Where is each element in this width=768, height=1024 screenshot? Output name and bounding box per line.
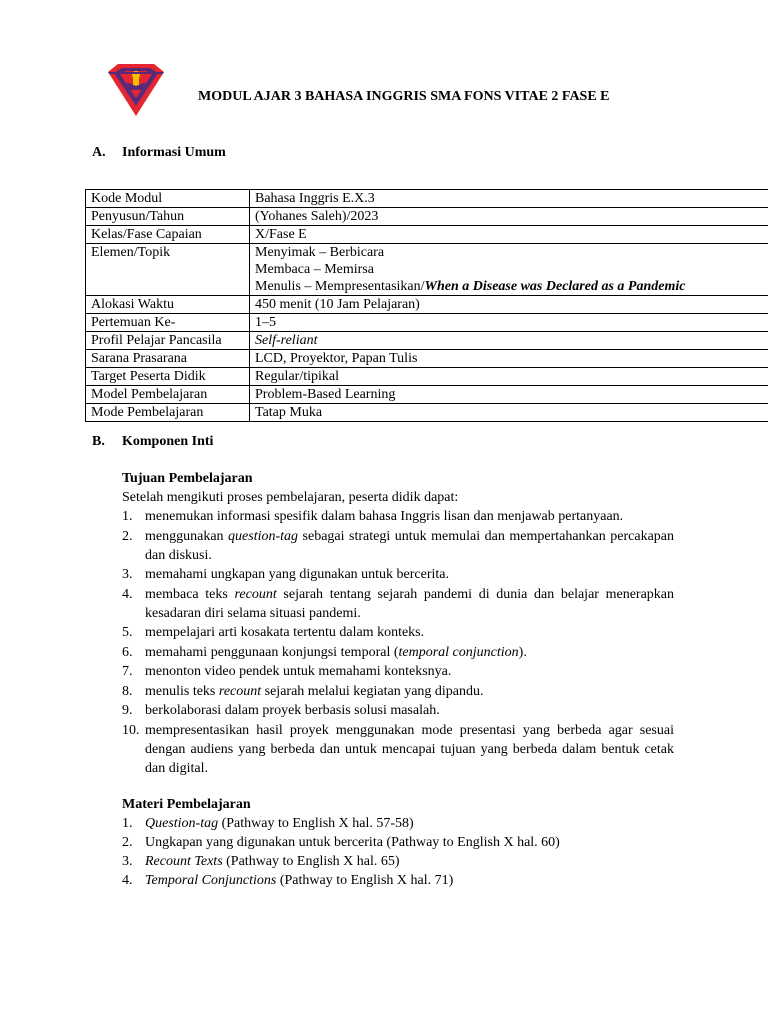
list-text: sebagai strategi untuk memulai dan mempertahankan percakapan dan diskusi. xyxy=(145,528,674,563)
list-text: (Pathway to English X hal. 57-58) xyxy=(218,816,414,831)
info-value xyxy=(250,244,768,296)
info-key: Model Pembelajaran xyxy=(86,386,250,404)
list-term: Recount Texts xyxy=(145,854,223,869)
school-crest-icon xyxy=(104,62,168,118)
topic-line-prefix: Menulis – Mempresentasikan/ xyxy=(255,279,425,294)
info-value xyxy=(250,208,768,226)
info-table xyxy=(85,189,768,422)
list-number: 3. xyxy=(122,854,133,869)
info-key: Penyusun/Tahun xyxy=(86,208,250,226)
list-text: sejarah tentang sejarah pandemi di dunia dan belajar menerapkan kesadaran diri selama situasi pandemi. xyxy=(145,586,674,621)
info-value xyxy=(250,226,768,244)
list-text: sejarah melalui kegiatan yang dipandu. xyxy=(261,683,484,699)
info-value-text: Bahasa Inggris E.X.3 xyxy=(255,191,375,206)
list-term: Temporal Conjunctions xyxy=(145,873,277,888)
info-table-row xyxy=(86,386,768,404)
list-term: temporal conjunction xyxy=(398,644,519,660)
section-a-heading xyxy=(92,143,226,162)
list-number: 9. xyxy=(122,703,133,718)
info-value xyxy=(250,368,768,386)
section-a-title: Informasi Umum xyxy=(122,145,226,160)
list-item xyxy=(122,833,674,852)
list-term: Question-tag xyxy=(145,816,219,831)
info-table-row xyxy=(86,208,768,226)
list-text: (Pathway to English X hal. 65) xyxy=(222,854,400,869)
info-table-row xyxy=(86,296,768,314)
info-table-row xyxy=(86,332,768,350)
list-item xyxy=(122,565,674,584)
info-key: Elemen/Topik xyxy=(86,244,250,296)
list-text: menemukan informasi spesifik dalam bahasa Inggris lisan dan menjawab pertanyaan. xyxy=(145,509,624,524)
info-value-text: Regular/tipikal xyxy=(255,369,339,384)
info-value xyxy=(250,350,768,368)
info-value-text: LCD, Proyektor, Papan Tulis xyxy=(255,351,418,366)
list-item xyxy=(122,814,674,833)
list-text: Ungkapan yang digunakan untuk bercerita (Pathway to English X hal. 60) xyxy=(145,835,560,850)
document-title: MODUL AJAR 3 BAHASA INGGRIS SMA FONS VITAE 2 FASE E xyxy=(198,89,610,104)
info-value xyxy=(250,314,768,332)
list-number: 7. xyxy=(122,664,133,679)
topic-title-text: When a Disease was Declared as a Pandemic xyxy=(424,279,686,294)
info-value-text: 450 menit (10 Jam Pelajaran) xyxy=(255,297,420,312)
list-number: 4. xyxy=(122,873,133,888)
info-table-row xyxy=(86,244,768,296)
section-a-letter: A. xyxy=(92,145,106,160)
list-text: menggunakan xyxy=(145,528,229,544)
info-value-text: Tatap Muka xyxy=(255,405,323,420)
info-value-italic: Self-reliant xyxy=(255,333,318,348)
list-text: mempelajari arti kosakata tertentu dalam konteks. xyxy=(145,625,425,640)
info-value-text: X/Fase E xyxy=(255,227,307,242)
list-item xyxy=(122,527,674,565)
list-text: berkolaborasi dalam proyek berbasis solusi masalah. xyxy=(145,703,440,718)
info-key: Kode Modul xyxy=(86,190,250,208)
list-number: 6. xyxy=(122,644,133,660)
info-value xyxy=(250,296,768,314)
info-key: Pertemuan Ke- xyxy=(86,314,250,332)
section-b-heading xyxy=(92,432,213,451)
list-text: (Pathway to English X hal. 71) xyxy=(276,873,454,888)
info-value xyxy=(250,404,768,422)
list-item xyxy=(122,585,674,623)
info-key: Profil Pelajar Pancasila xyxy=(86,332,250,350)
section-b-letter: B. xyxy=(92,434,105,449)
info-key: Sarana Prasarana xyxy=(86,350,250,368)
list-number: 2. xyxy=(122,528,133,544)
list-item xyxy=(122,682,674,701)
info-key: Kelas/Fase Capaian xyxy=(86,226,250,244)
list-item xyxy=(122,643,674,662)
info-value xyxy=(250,332,768,350)
list-item xyxy=(122,721,674,778)
list-text: mempresentasikan hasil proyek menggunakan mode presentasi yang berbeda agar sesuai dengan audiens yang berbeda dan untuk mencapai tujuan yang berbeda dalam bentuk cetak dan digital. xyxy=(145,722,674,776)
materi-heading: Materi Pembelajaran xyxy=(122,797,251,812)
list-number: 2. xyxy=(122,835,133,850)
tujuan-list xyxy=(122,507,674,778)
topic-line: Membaca – Memirsa xyxy=(255,262,374,277)
list-text: memahami ungkapan yang digunakan untuk bercerita. xyxy=(145,567,450,582)
list-number: 10. xyxy=(122,722,140,738)
info-table-row xyxy=(86,368,768,386)
info-table-row xyxy=(86,226,768,244)
list-number: 1. xyxy=(122,816,133,831)
info-value-text: (Yohanes Saleh)/2023 xyxy=(255,209,379,224)
list-number: 3. xyxy=(122,567,133,582)
list-text: ). xyxy=(518,644,527,660)
list-item xyxy=(122,623,674,642)
tujuan-intro: Setelah mengikuti proses pembelajaran, peserta didik dapat: xyxy=(122,490,459,505)
info-value-text: Problem-Based Learning xyxy=(255,387,396,402)
list-number: 4. xyxy=(122,586,133,602)
section-b-title: Komponen Inti xyxy=(122,434,214,449)
info-table-row xyxy=(86,190,768,208)
list-item xyxy=(122,852,674,871)
info-table-row xyxy=(86,350,768,368)
list-text: menonton video pendek untuk memahami konteksnya. xyxy=(145,664,452,679)
materi-list xyxy=(122,814,674,890)
list-item xyxy=(122,507,674,526)
list-term: question-tag xyxy=(228,528,299,544)
topic-line: Menyimak – Berbicara xyxy=(255,245,385,260)
list-text: memahami penggunaan konjungsi temporal ( xyxy=(145,644,399,660)
info-value xyxy=(250,386,768,404)
list-text: membaca teks xyxy=(145,586,235,602)
list-term: recount xyxy=(234,586,277,602)
info-key: Alokasi Waktu xyxy=(86,296,250,314)
info-table-row xyxy=(86,314,768,332)
list-item xyxy=(122,662,674,681)
list-text: menulis teks xyxy=(145,683,219,699)
list-item xyxy=(122,871,674,890)
list-number: 5. xyxy=(122,625,133,640)
list-number: 1. xyxy=(122,509,133,524)
list-term: recount xyxy=(218,683,262,699)
list-item xyxy=(122,701,674,720)
topic-line xyxy=(255,278,765,295)
info-value xyxy=(250,190,768,208)
topic-title xyxy=(425,279,686,294)
list-number: 8. xyxy=(122,683,133,699)
tujuan-heading: Tujuan Pembelajaran xyxy=(122,471,253,486)
info-table-row xyxy=(86,404,768,422)
info-value-text: 1–5 xyxy=(255,315,276,330)
info-key: Target Peserta Didik xyxy=(86,368,250,386)
info-key: Mode Pembelajaran xyxy=(86,404,250,422)
